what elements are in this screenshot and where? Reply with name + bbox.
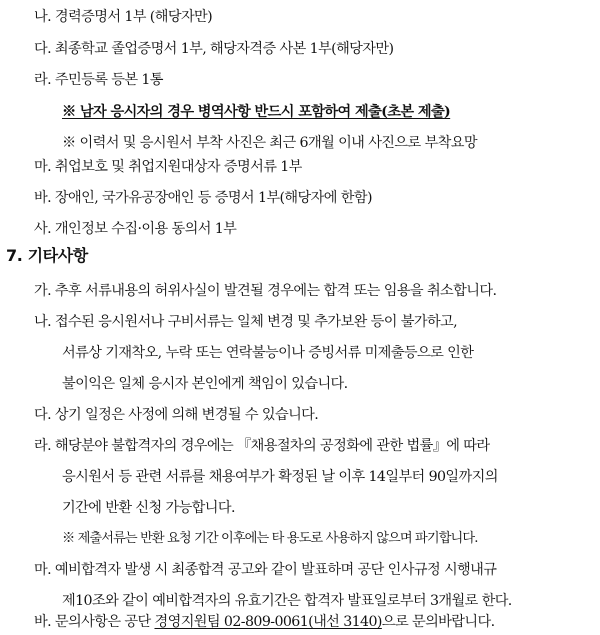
item-da-graduation-certificate: 다. 최종학교 졸업증명서 1부, 해당자격증 사본 1부(해당자만) [34,41,394,57]
item-ra-line-2: 응시원서 등 관련 서류를 채용여부가 확정된 날 이후 14일부터 90일까지의 [62,469,498,485]
note-photo: ※ 이력서 및 응시원서 부착 사진은 최근 6개월 이내 사진으로 부착요망 [62,135,477,151]
item-ma-line-2: 제10조와 같이 예비합격자의 유효기간은 합격자 발표일로부터 3개월로 한다. [62,593,512,609]
inquiry-contact: 경영지원팀 02-809-0061(내선 3140) [154,614,382,630]
inquiry-suffix: 으로 문의바랍니다. [381,614,495,630]
item-na-line-2: 서류상 기재착오, 누락 또는 연락불능이나 증빙서류 미제출등으로 인한 [62,345,474,361]
item-ra-resident-registration: 라. 주민등록 등본 1통 [34,72,163,88]
item-ma-line-1: 마. 예비합격자 발생 시 최종합격 공고와 같이 발표하며 공단 인사규정 시행내규 [34,562,497,578]
note-document-disposal: ※ 제출서류는 반환 요청 기간 이후에는 타 용도로 사용하지 않으며 파기합니다. [62,531,478,546]
note-military-service: ※ 남자 응시자의 경우 병역사항 반드시 포함하여 제출(초본 제출) [62,104,451,120]
item-ma-employment-protection: 마. 취업보호 및 취업지원대상자 증명서류 1부 [34,159,302,175]
item-sa-privacy-consent: 사. 개인정보 수집·이용 동의서 1부 [34,221,237,237]
inquiry-prefix: 바. 문의사항은 공단 [34,614,155,630]
item-da-schedule: 다. 상기 일정은 사정에 의해 변경될 수 있습니다. [34,407,319,423]
item-na-line-1: 나. 접수된 응시원서나 구비서류는 일체 변경 및 추가보완 등이 불가하고, [34,314,458,330]
item-na-line-3: 불이익은 일체 응시자 본인에게 책임이 있습니다. [62,376,348,392]
item-ba-disability-certificate: 바. 장애인, 국가유공장애인 등 증명서 1부(해당자에 한함) [34,190,372,206]
item-ga-false-facts: 가. 추후 서류내용의 허위사실이 발견될 경우에는 합격 또는 임용을 취소합니다. [34,283,497,299]
item-ra-line-1: 라. 해당분야 불합격자의 경우에는 『채용절차의 공정화에 관한 법률』에 따라 [34,438,490,454]
item-na-career-certificate: 나. 경력증명서 1부 (해당자만) [34,9,213,25]
item-ra-line-3: 기간에 반환 신청 가능합니다. [62,500,235,516]
item-ba-inquiry [34,612,495,632]
section-heading: 7. 기타사항 [6,246,88,265]
